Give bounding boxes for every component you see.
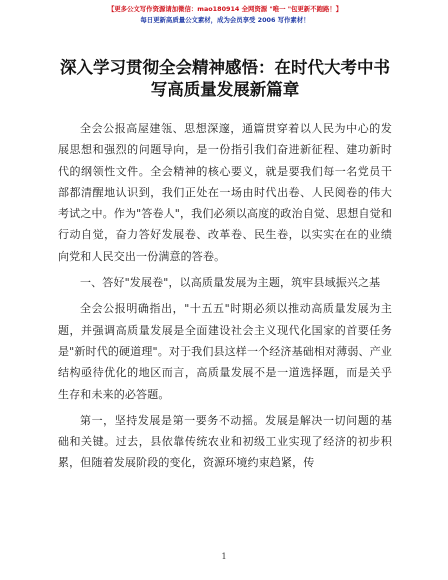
section-heading-1: 一、答好"发展卷"，以高质量发展为主题，筑牢县域振兴之基 bbox=[80, 276, 381, 290]
paragraph-intro: 全会公报高屋建瓴、思想深邃，通篇贯穿着以人民为中心的发展思想和强烈的问题导向，是一份指引我们奋进新征程、建功新时代的纲领性文件。全会精神的核心要义，就是要我们每一名党员干部都清醒地认识到，我们正处在一场由时代出卷、人民阅卷的伟大考试之中。作为"答卷人"，我们必须以高度的政治自觉、思想自觉和行动自觉，奋力答好发展卷、改革卷、民生卷，以实实在在的业绩向党和人民交出一份满意的答卷。 bbox=[58, 122, 392, 263]
document-body bbox=[58, 118, 392, 474]
promo-banner bbox=[58, 4, 392, 26]
paragraph-point-1: 第一，坚持发展是第一要务不动摇。发展是解决一切问题的基础和关键。过去，县依靠传统农业和初级工业实现了经济的初步积累，但随着发展阶段的变化，资源环境约束趋紧，传 bbox=[58, 413, 392, 470]
document-title-line-2: 写高质量发展新篇章 bbox=[150, 80, 300, 99]
document-title bbox=[58, 57, 392, 101]
document-title-line-1: 深入学习贯彻全会精神感悟：在时代大考中书 bbox=[60, 58, 390, 77]
page-number: 1 bbox=[221, 552, 227, 561]
promo-banner-line-1: 【更多公文写作资源请加微信：mao180914 全网资源 "唯一 "包更新不跑路！】 bbox=[107, 5, 343, 13]
promo-banner-line-2: 每日更新高质量公文素材，成为会员享受 2006 写作素材！ bbox=[140, 16, 310, 24]
paragraph-section-1: 全会公报明确指出，"十五五"时期必须以推动高质量发展为主题，并强调高质量发展是全面建设社会主义现代化国家的首要任务是"新时代的硬道理"。对于我们县这样一个经济基础相对薄弱、产业结构亟待优化的地区而言，高质量发展不是一道选择题，而是关乎生存和未来的必答题。 bbox=[58, 302, 392, 401]
